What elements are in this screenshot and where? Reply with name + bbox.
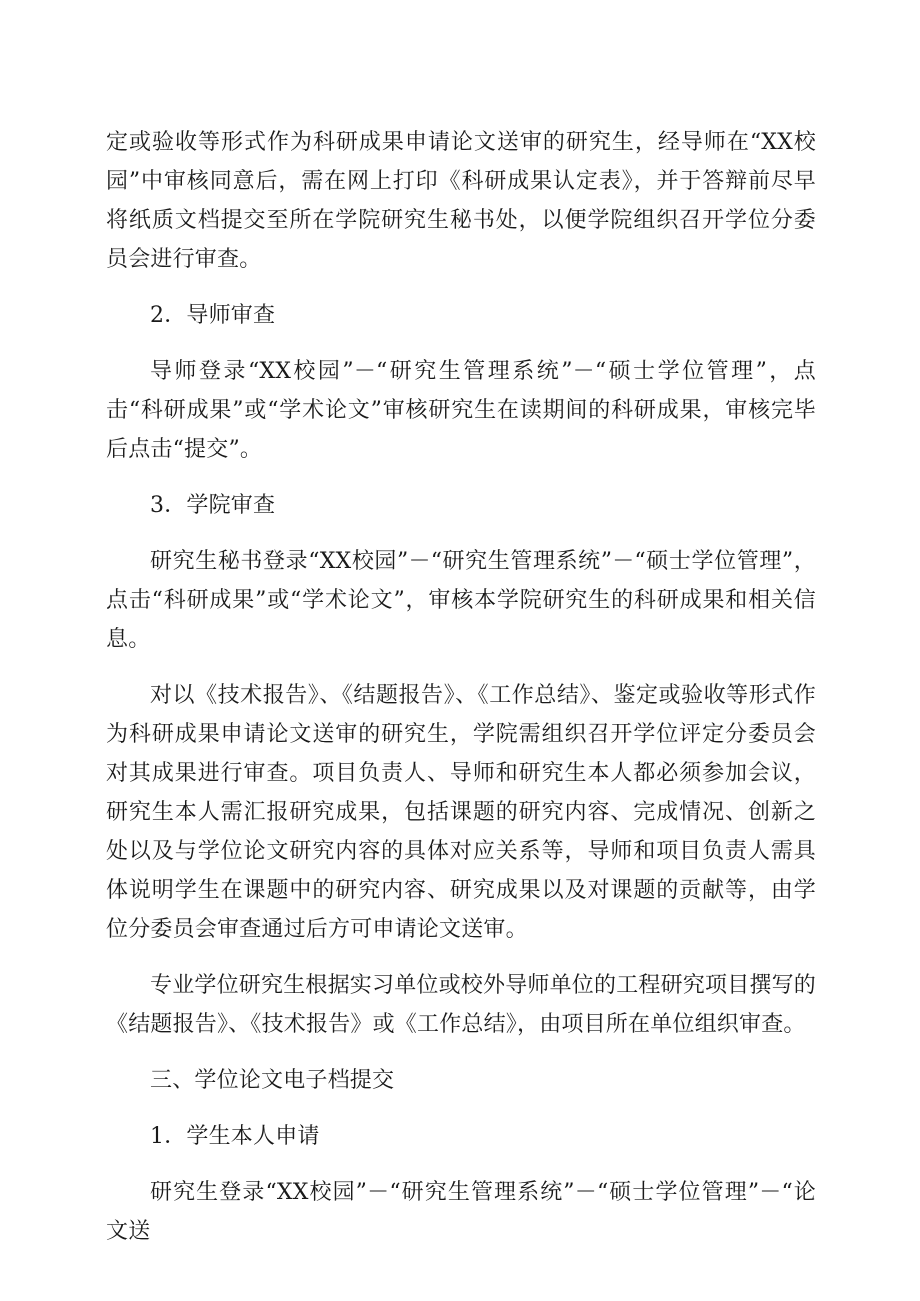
document-body — [106, 123, 816, 1268]
paragraph-college-review: 研究生秘书登录“XX校园”－“研究生管理系统”－“硕士学位管理”，点击“科研成果”或“学术论文”，审核本学院研究生的科研成果和相关信息。 — [106, 549, 816, 652]
subheading-college-review: 3．学院审查 — [150, 493, 276, 518]
paragraph-student-login: 研究生登录“XX校园”－“研究生管理系统”－“硕士学位管理”－“论文送 — [106, 1180, 816, 1244]
paragraph-professional-degree: 专业学位研究生根据实习单位或校外导师单位的工程研究项目撰写的《结题报告》、《技术报告》或《工作总结》，由项目所在单位组织审查。 — [106, 973, 817, 1037]
paragraph-advisor-review: 导师登录“XX校园”－“研究生管理系统”－“硕士学位管理”，点击“科研成果”或“学术论文”审核研究生在读期间的科研成果，审核完毕后点击“提交”。 — [106, 359, 816, 462]
subheading-advisor-review: 2．导师审查 — [150, 303, 276, 328]
section-heading-electronic-submission: 三、学位论文电子档提交 — [150, 1068, 395, 1093]
paragraph-continuation: 定或验收等形式作为科研成果申请论文送审的研究生，经导师在“XX校园”中审核同意后，需在网上打印《科研成果认定表》，并于答辩前尽早将纸质文档提交至所在学院研究生秘书处，以便学院组织召开学位分委员会进行审查。 — [106, 130, 816, 272]
paragraph-committee-review: 对以《技术报告》、《结题报告》、《工作总结》、鉴定或验收等形式作为科研成果申请论文送审的研究生，学院需组织召开学位评定分委员会对其成果进行审查。项目负责人、导师和研究生本人都必须参加会议，研究生本人需汇报研究成果，包括课题的研究内容、完成情况、创新之处以及与学位论文研究内容的具体对应关系等，导师和项目负责人需具体说明学生在课题中的研究内容、研究成果以及对课题的贡献等，由学位分委员会审查通过后方可申请论文送审。 — [106, 683, 816, 942]
subheading-student-application: 1．学生本人申请 — [150, 1124, 320, 1149]
